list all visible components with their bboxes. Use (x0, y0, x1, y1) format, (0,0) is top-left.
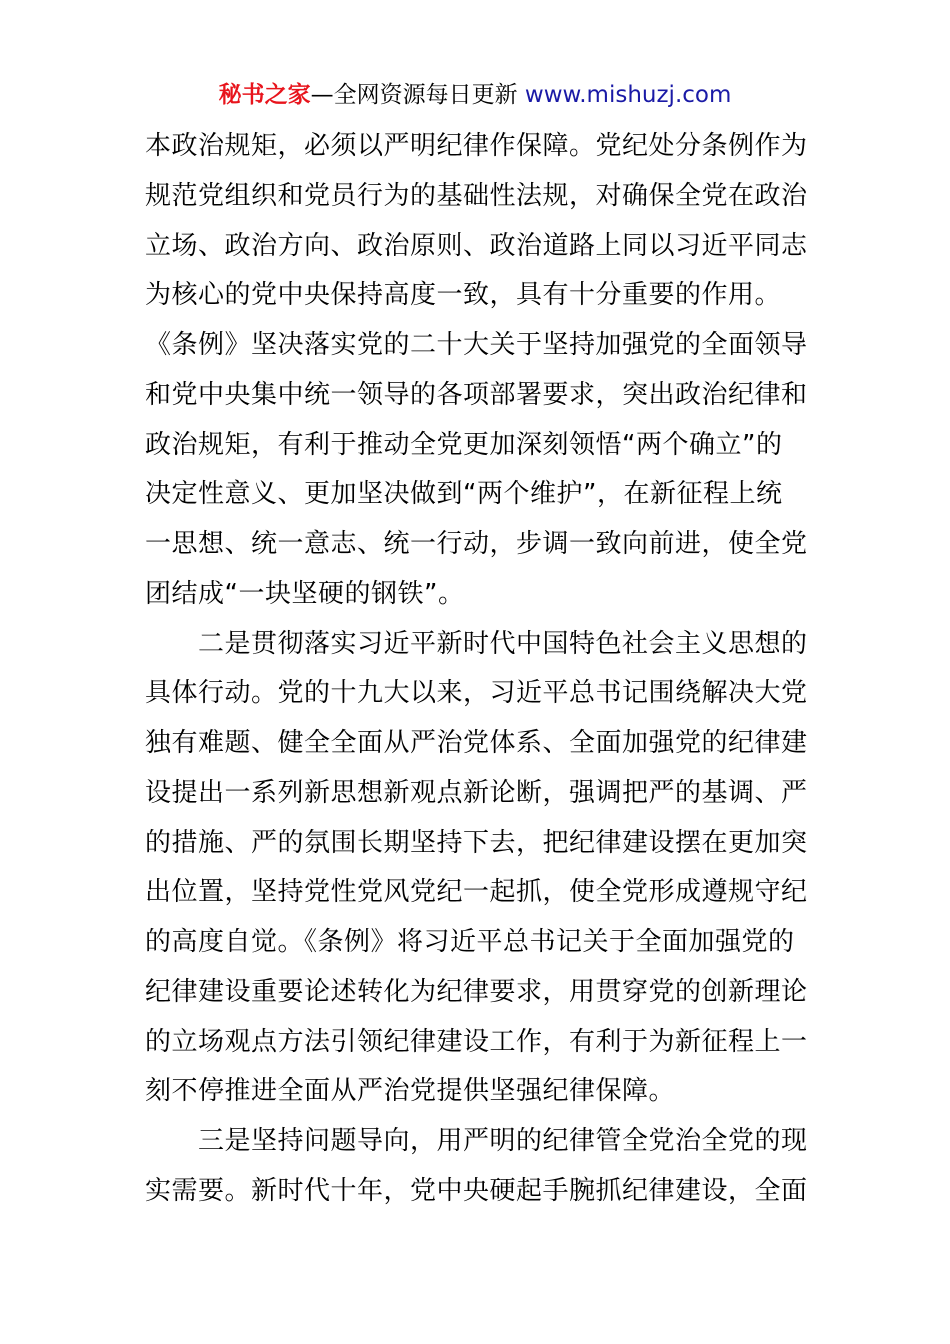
text-line: 的立场观点方法引领纪律建设工作，有利于为新征程上一 (145, 1026, 808, 1057)
text-line: 规范党组织和党员行为的基础性法规，对确保全党在政治 (145, 180, 808, 211)
text-line: 独有难题、健全全面从严治党体系、全面加强党的纪律建 (145, 728, 808, 758)
text-line: 《条例》坚决落实党的二十大关于坚持加强党的全面领导 (145, 330, 808, 360)
site-header (0, 78, 950, 112)
text-line: 实需要。新时代十年，党中央硬起手腕抓纪律建设，全面 (145, 1175, 808, 1206)
text-line: 出位置，坚持党性党风党纪一起抓，使全党形成遵规守纪 (145, 877, 808, 908)
text-line: 纪律建设重要论述转化为纪律要求，用贯穿党的创新理论 (145, 976, 808, 1007)
document-body (145, 122, 810, 1217)
text-line: 立场、政治方向、政治原则、政治道路上同以习近平同志 (145, 230, 808, 261)
text-line: 刻不停推进全面从严治党提供坚强纪律保障。 (145, 1076, 676, 1107)
text-line: 团结成“一块坚硬的钢铁”。 (145, 578, 465, 609)
text-line: 的高度自觉。《条例》将习近平总书记关于全面加强党的 (145, 927, 795, 957)
text-line: 政治规矩，有利于推动全党更加深刻领悟“两个确立”的 (145, 429, 783, 460)
text-line: 三是坚持问题导向，用严明的纪律管全党治全党的现 (145, 1126, 808, 1156)
site-tagline: —全网资源每日更新 (310, 82, 525, 108)
site-url[interactable]: www.mishuzj.com (524, 82, 732, 108)
text-line: 一思想、统一意志、统一行动，步调一致向前进，使全党 (145, 529, 808, 559)
text-line: 二是贯彻落实习近平新时代中国特色社会主义思想的 (145, 628, 808, 659)
text-line: 和党中央集中统一领导的各项部署要求，突出政治纪律和 (145, 379, 808, 410)
text-line: 决定性意义、更加坚决做到“两个维护”，在新征程上统 (145, 479, 783, 510)
text-line: 为核心的党中央保持高度一致，具有十分重要的作用。 (145, 280, 782, 311)
text-line: 的措施、严的氛围长期坚持下去，把纪律建设摆在更加突 (145, 827, 808, 858)
text-line: 本政治规矩，必须以严明纪律作保障。党纪处分条例作为 (145, 131, 808, 161)
text-line: 设提出一系列新思想新观点新论断，强调把严的基调、严 (145, 777, 808, 808)
text-line: 具体行动。党的十九大以来，习近平总书记围绕解决大党 (145, 678, 808, 709)
site-brand: 秘书之家 (218, 82, 311, 108)
